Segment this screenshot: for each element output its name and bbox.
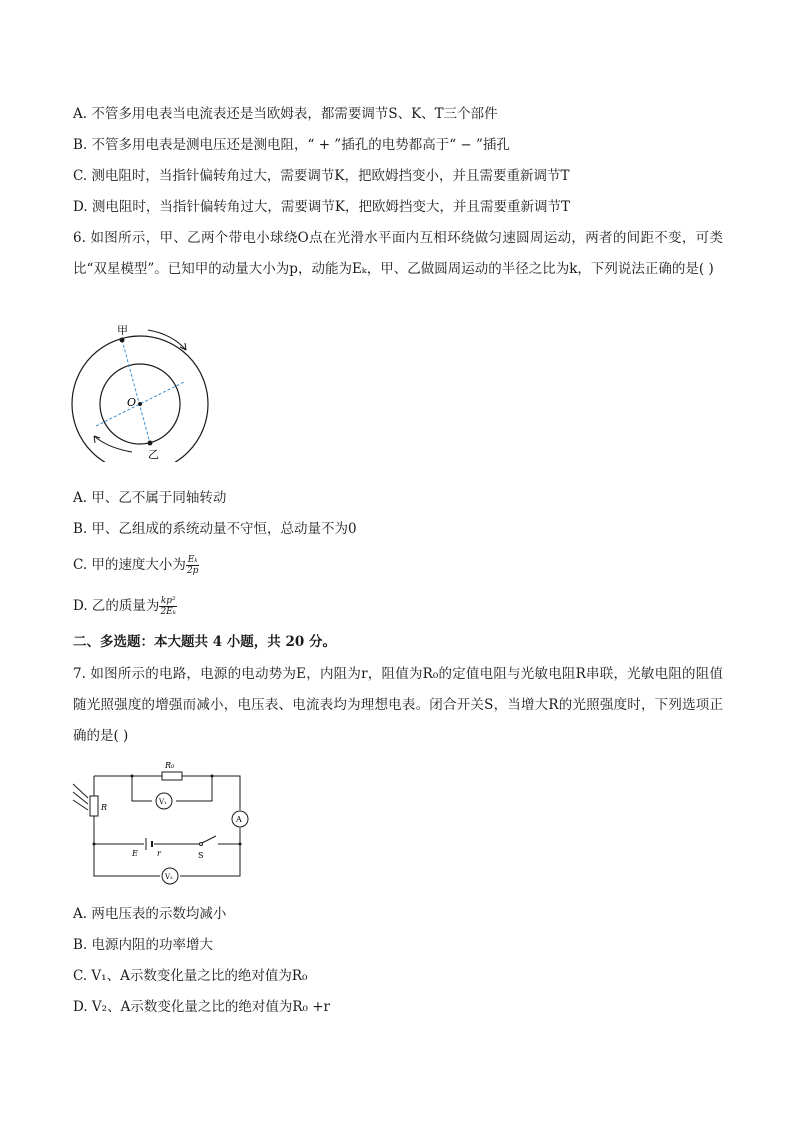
q5-option-a: A. 不管多用电表当电流表还是当欧姆表，都需要调节S、K、T三个部件 [73,106,498,122]
ball-yi [148,441,153,446]
q7-circuit-diagram [68,758,258,888]
light-arrow-3 [73,800,88,810]
q6-option-a: A. 甲、乙不属于同轴转动 [73,490,227,506]
q6-stem: 6. 如图所示，甲、乙两个带电小球绕O点在光滑水平面内互相环绕做匀速圆周运动，两者的间距不变，可类比“双星模型”。已知甲的动量大小为p，动能为Eₖ，甲、乙做圆周运动的半径之比为k，下列说法正确的是( ) [73,230,723,277]
label-a: A [236,815,242,824]
q6-option-c-fraction [186,555,200,576]
q7-stem: 7. 如图所示的电路，电源的电动势为E，内阻为r，阻值为R₀的定值电阻与光敏电阻R串联，光敏电阻的阻值随光照强度的增强而减小，电压表、电流表均为理想电表。闭合开关S，当增大R的光照强度时，下列选项正确的是( ) [73,666,723,744]
light-arrow-2 [73,792,88,804]
q6-option-d-numerator: kp² [160,596,176,606]
label-s: S [198,851,204,860]
label-v2: V₂ [165,873,173,881]
wire-v1-branch [132,776,152,801]
center-o [138,402,142,406]
q7-option-b: B. 电源内阻的功率增大 [73,937,214,953]
label-r0: R₀ [165,761,175,770]
ball-jia [120,338,125,343]
q6-option-c-text: C. 甲的速度大小为 [73,557,186,573]
q6-option-d-fraction [159,596,177,617]
label-yi: 乙 [148,448,159,461]
junction-3 [93,843,96,846]
q7-option-d: D. V₂、A示数变化量之比的绝对值为R₀ +r [73,999,330,1015]
q5-option-c: C. 测电阻时，当指针偏转角过大，需要调节K，把欧姆挡变小，并且需要重新调节T [73,168,570,184]
q6-option-c [73,550,199,580]
junction-2 [211,775,214,778]
dashed-line-jia-yi [122,340,150,443]
junction-4 [239,843,242,846]
q6-orbit-figure [70,322,215,462]
q7-option-a: A. 两电压表的示数均减小 [73,906,227,922]
q7-option-c: C. V₁、A示数变化量之比的绝对值为R₀ [73,968,308,984]
q6-option-c-numerator: Eₖ [187,555,198,565]
q6-option-c-denominator: 2p [186,566,199,576]
label-r: R [101,803,108,812]
q6-option-b: B. 甲、乙组成的系统动量不守恒，总动量不为0 [73,521,357,537]
photoresistor-r [90,796,98,816]
q6-option-d-denominator: 2Eₖ [160,607,177,617]
outer-orbit [72,336,208,462]
q6-option-d [73,590,177,622]
wire-v2-branch [94,844,160,876]
label-o: O [127,396,137,409]
light-arrow-1 [73,784,88,798]
switch-lever [202,836,216,843]
wire-v2-branch-right [180,844,240,876]
resistor-r0 [162,772,182,780]
label-v1: V₁ [159,798,167,806]
q6-option-d-text: D. 乙的质量为 [73,598,160,614]
q5-option-b: B. 不管多用电表是测电压还是测电阻，“ + ”插孔的电势都高于“ − ”插孔 [73,137,510,153]
label-e: E [132,849,138,858]
label-r-internal: r [157,849,161,858]
label-jia: 甲 [117,324,128,337]
junction-1 [131,775,134,778]
q5-option-d: D. 测电阻时，当指针偏转角过大，需要调节K，把欧姆挡变大，并且需要重新调节T [73,199,571,215]
section-heading-multiple-choice: 二、多选题：本大题共 4 小题，共 20 分。 [73,634,336,650]
